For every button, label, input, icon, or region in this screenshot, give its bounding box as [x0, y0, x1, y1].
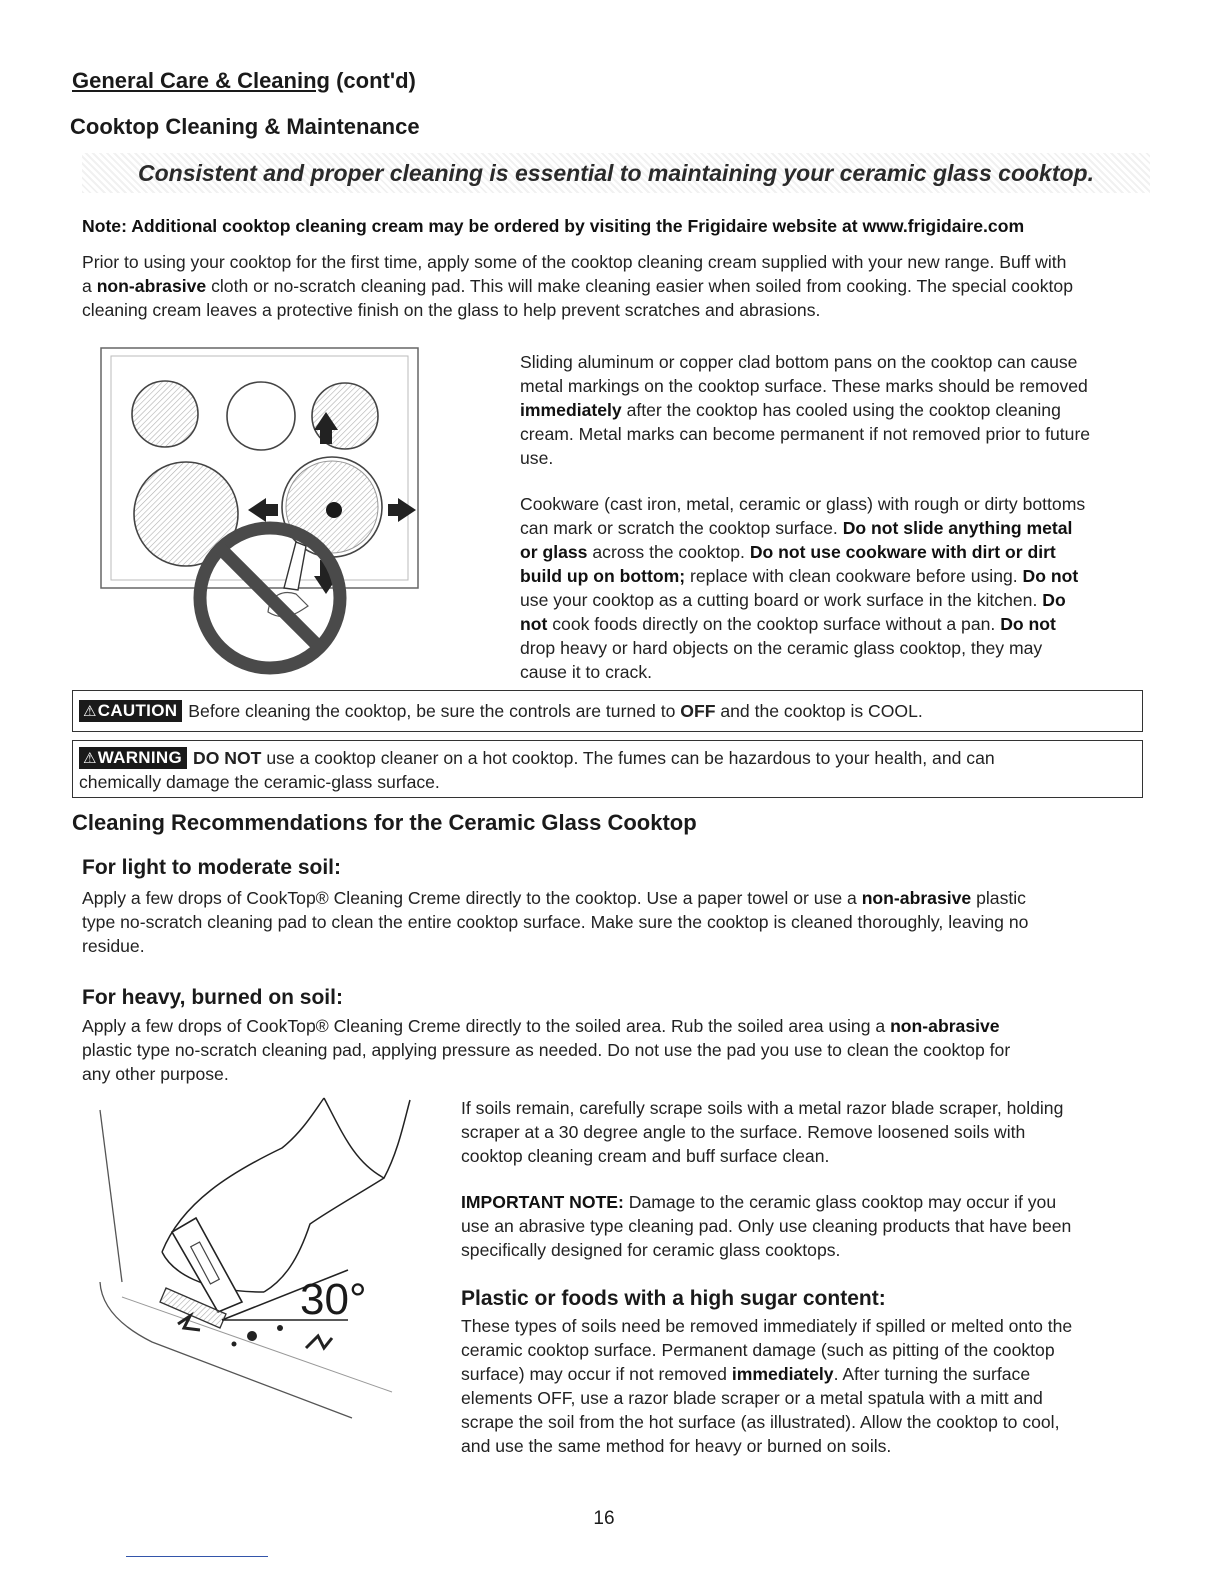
scraper-illustration — [92, 1092, 432, 1432]
cooktop-edge-line — [100, 1110, 122, 1282]
sugar-title: Plastic or foods with a high sugar content: — [461, 1287, 886, 1310]
general-care-link[interactable]: General Care & Cleaning — [72, 68, 330, 93]
soil-dot — [277, 1325, 283, 1331]
angle-label: 30° — [300, 1275, 367, 1324]
important-note: IMPORTANT NOTE: Damage to the ceramic glass cooktop may occur if you use an abrasive type cleaning pad. Only use cleaning products that have been specifically designed for ceramic glass cooktops. — [461, 1192, 1072, 1260]
intro-line: Prior to using your cooktop for the first time, apply some of the cooktop cleaning cream supplied with your new range. Buff with — [82, 252, 1067, 272]
section-title: Cooktop Cleaning & Maintenance — [70, 114, 420, 139]
order-note: Note: Additional cooktop cleaning cream may be ordered by visiting the Frigidaire website at www.frigidaire.com — [82, 216, 1025, 236]
cookware-paragraph: Cookware (cast iron, metal, ceramic or glass) with rough or dirty bottoms can mark or scratch the cooktop surface. Do not slide anything metal or glass across the cooktop. Do not use cookware with dirt or dirt build up on bottom; replace with clean cookware before using. Do not use your cooktop as a cutting board or work surface in the kitchen. Do not cook foods directly on the cooktop surface without a pan. Do not drop heavy or hard objects on the ceramic glass cooktop, they may cause it to crack. — [520, 494, 1086, 682]
light-soil-title: For light to moderate soil: — [82, 856, 342, 879]
intro-line: cleaning cream leaves a protective finish on the glass to help prevent scratches and abrasions. — [82, 300, 821, 320]
sugar-paragraph: These types of soils need be removed immediately if spilled or melted onto the ceramic cooktop surface. Permanent damage (such as pitting of the cooktop surface) may occur if not removed immediately. After turning the surface elements OFF, use a razor blade scraper or a metal spatula with a mitt and scrape the soil from the hot surface (as illustrated). Allow the cooktop to cool, and use the same method for heavy or burned on soils. — [461, 1316, 1073, 1456]
pan-center-dot — [326, 502, 342, 518]
warning-triangle-icon: ⚠ — [83, 703, 97, 720]
soil-mark-right — [306, 1336, 332, 1348]
warning-triangle-icon: ⚠ — [83, 750, 97, 767]
page-number: 16 — [593, 1508, 615, 1529]
soil-dot — [247, 1331, 257, 1341]
caution-badge: ⚠CAUTION — [79, 700, 182, 722]
cooktop-illustration — [98, 344, 428, 678]
intro-paragraph — [82, 250, 1162, 322]
heavy-soil-title: For heavy, burned on soil: — [82, 986, 343, 1009]
intro-line: a non-abrasive cloth or no-scratch cleaning pad. This will make cleaning easier when soiled from cooking. The special cooktop — [82, 276, 1073, 296]
light-soil-paragraph: Apply a few drops of CookTop® Cleaning Creme directly to the cooktop. Use a paper towel or use a non-abrasive plastic type no-scratch cleaning pad to clean the entire cooktop surface. Make sure the cooktop is cleaned thoroughly, leaving no residue. — [82, 888, 1029, 956]
burner-rear-left — [132, 381, 198, 447]
warning-notice: ⚠WARNING DO NOT use a cooktop cleaner on a hot cooktop. The fumes can be hazardous to your health, and can chemically damage the ceramic-glass surface. — [72, 740, 1143, 798]
page-header — [72, 68, 416, 94]
soil-dot — [232, 1342, 237, 1347]
caution-notice: ⚠CAUTION Before cleaning the cooktop, be sure the controls are turned to OFF and the cooktop is COOL. — [72, 690, 1143, 732]
heavy-soil-paragraph: Apply a few drops of CookTop® Cleaning Creme directly to the soiled area. Rub the soiled area using a non-abrasive plastic type no-scratch cleaning pad, applying pressure as needed. Do not use the pad you use to clean the cooktop for any other purpose. — [82, 1016, 1011, 1084]
banner: Consistent and proper cleaning is essential to maintaining your ceramic glass cooktop. — [82, 153, 1150, 193]
footer-rule — [126, 1556, 268, 1557]
burner-rear-center — [227, 382, 295, 450]
scrape-paragraph: If soils remain, carefully scrape soils with a metal razor blade scraper, holding scraper at a 30 degree angle to the surface. Remove loosened soils with cooktop cleaning cream and buff surface clean. — [461, 1098, 1064, 1166]
warning-badge: ⚠WARNING — [79, 747, 187, 769]
recommendations-title: Cleaning Recommendations for the Ceramic Glass Cooktop — [72, 810, 697, 835]
sliding-paragraph: Sliding aluminum or copper clad bottom pans on the cooktop can cause metal markings on the cooktop surface. These marks should be removed immediately after the cooktop has cooled using the cooktop cleaning cream. Metal marks can become permanent if not removed prior to future use. — [520, 352, 1091, 468]
title-suffix: (cont'd) — [329, 68, 416, 93]
